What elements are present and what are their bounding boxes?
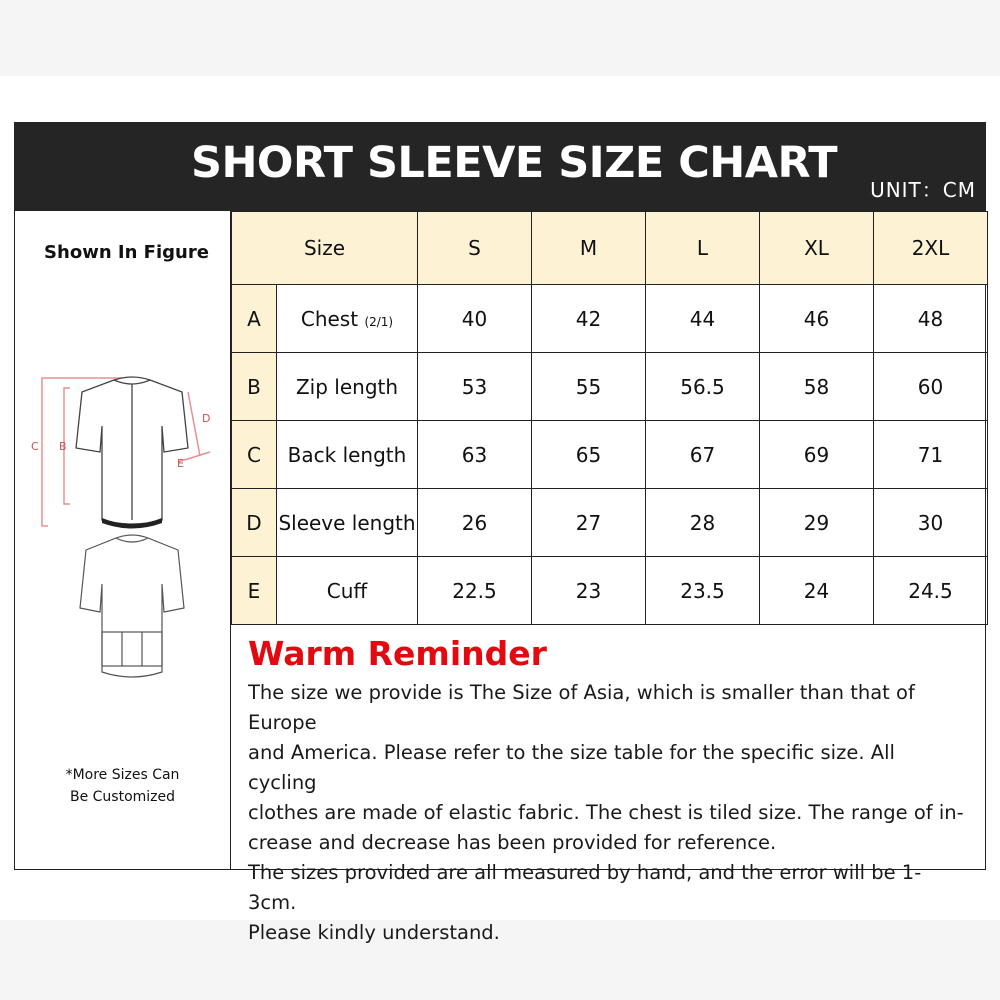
- size-column-header: M: [532, 212, 646, 285]
- table-cell: 28: [646, 489, 760, 557]
- chart-title: SHORT SLEEVE SIZE CHART: [190, 138, 838, 188]
- warm-reminder-text: [248, 678, 968, 948]
- table-row: [232, 557, 988, 625]
- reminder-line: Please kindly understand.: [248, 921, 500, 944]
- table-cell: 23.5: [646, 557, 760, 625]
- size-column-header: XL: [760, 212, 874, 285]
- table-cell: 67: [646, 421, 760, 489]
- figure-label-b: B: [59, 440, 67, 453]
- top-background-band: [0, 0, 1000, 76]
- figure-label-c: C: [31, 440, 39, 453]
- measurement-name: [277, 285, 418, 353]
- size-header-row: [232, 212, 988, 285]
- table-cell: 29: [760, 489, 874, 557]
- row-letter: B: [232, 353, 277, 421]
- table-cell: 42: [532, 285, 646, 353]
- more-sizes-line-2: Be Customized: [69, 789, 176, 805]
- table-cell: 63: [418, 421, 532, 489]
- table-cell: 56.5: [646, 353, 760, 421]
- table-cell: 30: [874, 489, 988, 557]
- figure-label-d: D: [202, 412, 211, 425]
- measurement-name: Cuff: [277, 557, 418, 625]
- reminder-line: The size we provide is The Size of Asia, which is smaller than that of Europe: [248, 681, 915, 734]
- more-sizes-line-1: *More Sizes Can: [65, 767, 180, 783]
- reminder-line: and America. Please refer to the size table for the specific size. All cycling: [248, 741, 895, 794]
- table-cell: 69: [760, 421, 874, 489]
- reminder-line: clothes are made of elastic fabric. The chest is tiled size. The range of in-: [248, 801, 964, 824]
- table-cell: 46: [760, 285, 874, 353]
- measurement-note: (2/1): [364, 314, 394, 329]
- size-table: [231, 211, 988, 625]
- size-column-header: L: [646, 212, 760, 285]
- table-cell: 24: [760, 557, 874, 625]
- table-cell: 24.5: [874, 557, 988, 625]
- reminder-line: The sizes provided are all measured by hand, and the error will be 1-3cm.: [248, 861, 922, 914]
- measurement-name: Zip length: [277, 353, 418, 421]
- size-column-header: S: [418, 212, 532, 285]
- row-letter: C: [232, 421, 277, 489]
- row-letter: D: [232, 489, 277, 557]
- measurement-name: Sleeve length: [277, 489, 418, 557]
- measurement-name: Back length: [277, 421, 418, 489]
- table-row: [232, 285, 988, 353]
- table-cell: 48: [874, 285, 988, 353]
- jersey-measurement-figure: [22, 370, 222, 700]
- size-header-label: Size: [232, 212, 418, 285]
- table-row: [232, 353, 988, 421]
- table-cell: 71: [874, 421, 988, 489]
- table-cell: 53: [418, 353, 532, 421]
- table-cell: 23: [532, 557, 646, 625]
- table-cell: 55: [532, 353, 646, 421]
- table-cell: 26: [418, 489, 532, 557]
- more-sizes-note: [14, 764, 231, 808]
- table-cell: 58: [760, 353, 874, 421]
- row-letter: A: [232, 285, 277, 353]
- table-cell: 40: [418, 285, 532, 353]
- table-cell: 27: [532, 489, 646, 557]
- unit-label: UNIT：CM: [870, 178, 976, 202]
- table-row: [232, 489, 988, 557]
- table-cell: 65: [532, 421, 646, 489]
- table-cell: 44: [646, 285, 760, 353]
- figure-label-e: E: [177, 457, 184, 470]
- reminder-line: crease and decrease has been provided for reference.: [248, 831, 777, 854]
- measurement-label: Chest: [300, 306, 359, 331]
- table-cell: 60: [874, 353, 988, 421]
- size-column-header: 2XL: [874, 212, 988, 285]
- table-cell: 22.5: [418, 557, 532, 625]
- table-row: [232, 421, 988, 489]
- row-letter: E: [232, 557, 277, 625]
- shown-in-figure-label: Shown In Figure: [44, 242, 209, 263]
- warm-reminder-title: Warm Reminder: [248, 634, 547, 673]
